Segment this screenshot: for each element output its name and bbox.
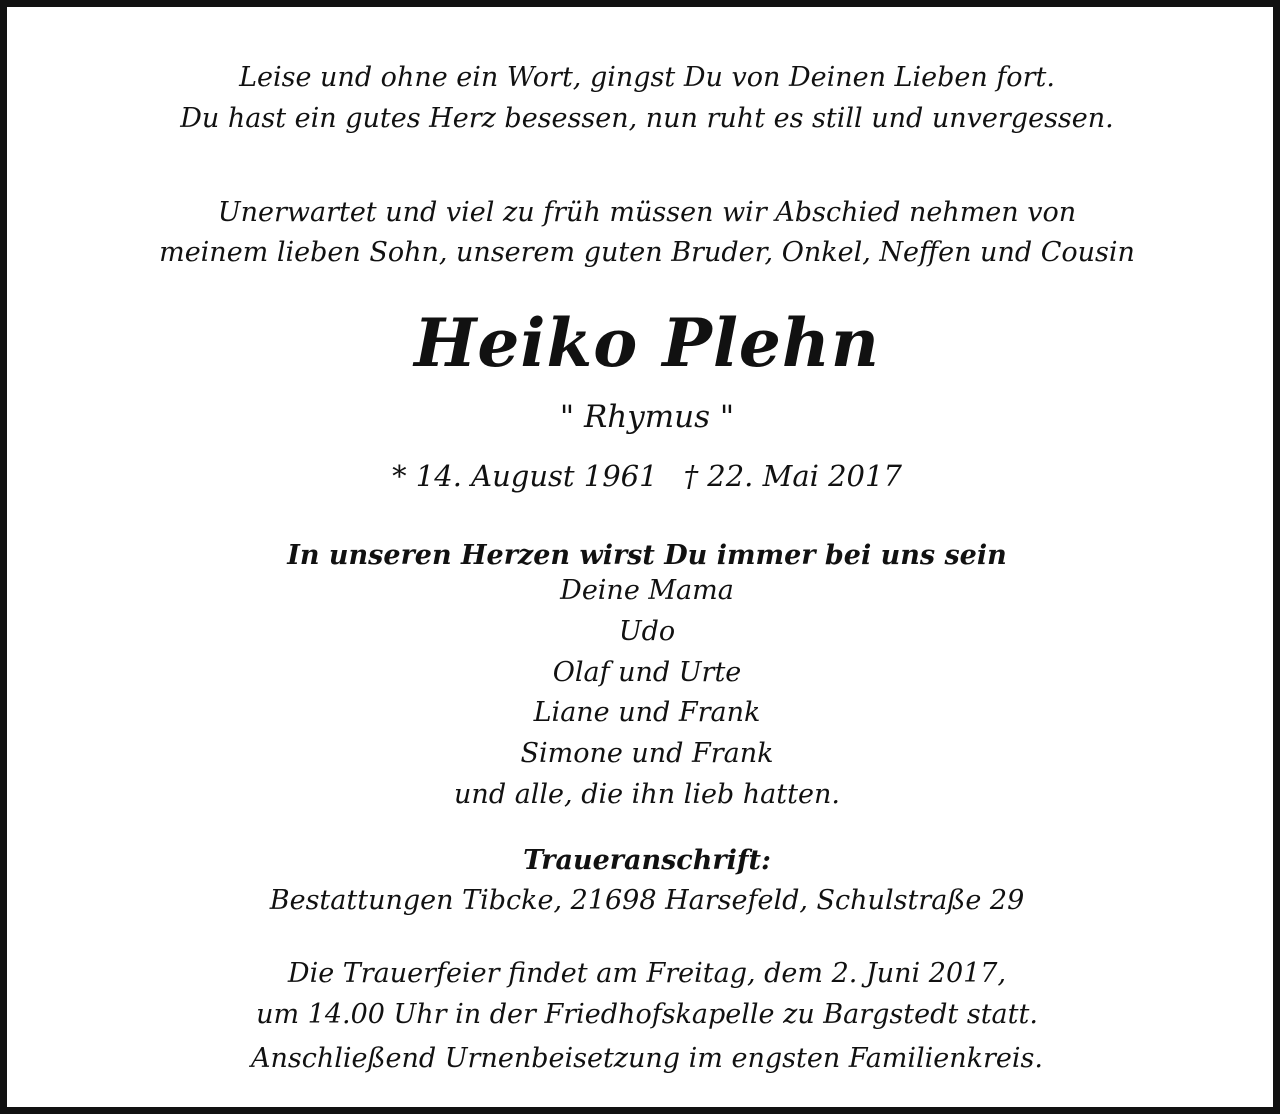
address-label: Traueranschrift: xyxy=(523,845,771,876)
poem-line-2: Du hast ein gutes Herz besessen, nun ruht es still und unvergessen. xyxy=(180,103,1114,134)
mourner-name: Olaf und Urte xyxy=(552,657,742,688)
mourner-name: Simone und Frank xyxy=(520,738,774,769)
intro-line-1: Unerwartet und viel zu früh müssen wir Abschied nehmen von xyxy=(217,197,1077,228)
mourner-name: Udo xyxy=(618,616,676,647)
deceased-nickname: " Rhymus " xyxy=(559,399,735,435)
poem-line-1: Leise und ohne ein Wort, gingst Du von Deinen Lieben fort. xyxy=(239,62,1055,93)
death-date: † 22. Mai 2017 xyxy=(683,459,902,493)
mourner-name: und alle, die ihn lieb hatten. xyxy=(454,779,840,810)
mourners-heading: In unseren Herzen wirst Du immer bei uns sein xyxy=(287,540,1007,571)
address-text: Bestattungen Tibcke, 21698 Harsefeld, Schulstraße 29 xyxy=(269,885,1025,916)
service-line-3: Anschließend Urnenbeisetzung im engsten Familienkreis. xyxy=(251,1043,1043,1074)
mourner-name: Deine Mama xyxy=(560,575,734,606)
birth-date: * 14. August 1961 xyxy=(392,459,658,493)
life-dates xyxy=(7,458,1280,494)
intro-line-2: meinem lieben Sohn, unserem guten Bruder, Onkel, Neffen und Cousin xyxy=(159,237,1135,268)
deceased-name: Heiko Plehn xyxy=(414,304,880,382)
mourner-name: Liane und Frank xyxy=(533,697,761,728)
service-line-2: um 14.00 Uhr in der Friedhofskapelle zu Bargstedt statt. xyxy=(256,999,1038,1030)
service-line-1: Die Trauerfeier findet am Freitag, dem 2. Juni 2017, xyxy=(287,958,1007,989)
